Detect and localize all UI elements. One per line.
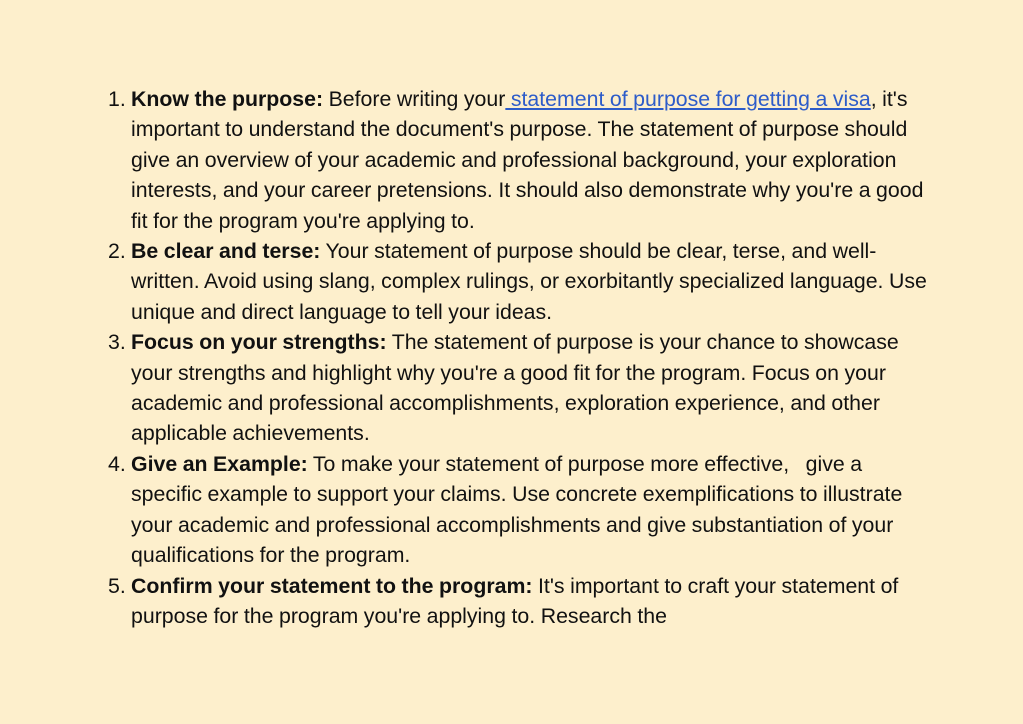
item-heading: Be clear and terse: — [131, 239, 321, 264]
item-text: Before writing your — [323, 87, 506, 111]
item-content — [131, 236, 938, 327]
list-item — [108, 327, 938, 449]
list-item — [108, 84, 938, 236]
item-number: 2. — [108, 239, 126, 264]
tips-list — [108, 84, 938, 631]
list-item — [108, 236, 938, 327]
item-content — [131, 449, 938, 571]
item-number: 4. — [108, 451, 126, 476]
item-content — [131, 84, 938, 236]
item-text: The statement of purpose is your chance to showcase your strengths and highlight why you're a good fit for the program. Focus on your academic and professional accomplishments, exploration experience, and other applicable achievements. — [131, 330, 899, 446]
item-content — [131, 571, 938, 632]
statement-of-purpose-link[interactable]: statement of purpose for getting a visa — [505, 87, 871, 111]
item-number: 3. — [108, 330, 126, 355]
item-number: 1. — [108, 87, 126, 111]
item-text: , it's important to understand the document's purpose. The statement of purpose should give an overview of your academic and professional background, your exploration interests, and your career pretensions. It should also demonstrate why you're a good fit for the program you're applying to. — [131, 87, 924, 233]
item-text: Your statement of purpose should be clear, terse, and well-written. Avoid using slang, complex rulings, or exorbitantly specialized language. Use unique and direct language to tell your ideas. — [131, 239, 927, 324]
item-heading: Know the purpose: — [131, 87, 324, 111]
item-heading: Confirm your statement to the program: — [131, 573, 533, 598]
item-text: To make your statement of purpose more effective, give a specific example to support your claims. Use concrete exemplifications to illustrate your academic and professional accomplishments and give substantiation of your qualifications for the program. — [131, 451, 908, 568]
list-item — [108, 449, 938, 571]
item-text: It's important to craft your statement of purpose for the program you're applying to. Research the — [131, 573, 899, 628]
item-heading: Focus on your strengths: — [131, 330, 387, 355]
item-heading: Give an Example: — [131, 451, 308, 476]
item-number: 5. — [108, 573, 126, 598]
item-content — [131, 327, 938, 449]
list-item — [108, 571, 938, 632]
